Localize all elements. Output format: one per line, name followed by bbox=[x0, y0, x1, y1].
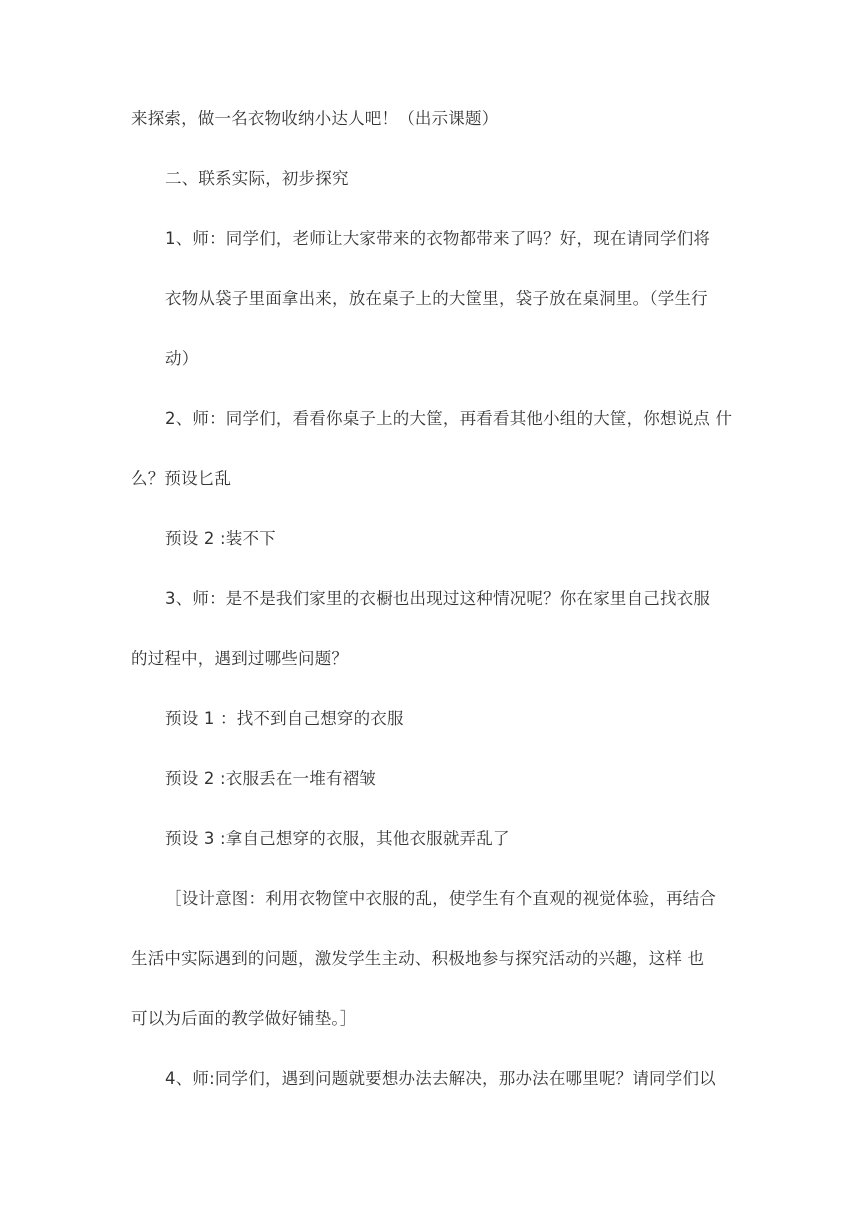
text-line: 来探索，做一名衣物收纳小达人吧！（出示课题） bbox=[131, 109, 499, 128]
text-line: 的过程中，遇到过哪些问题？ bbox=[131, 649, 349, 668]
text-line: 动） bbox=[165, 349, 199, 368]
design-intent-line: ［设计意图：利用衣物筐中衣服的乱，使学生有个直观的视觉体验，再结合 bbox=[165, 889, 717, 908]
design-intent-line: 生活中实际遇到的问题，激发学生主动、积极地参与探究活动的兴趣，这样 也 bbox=[131, 949, 705, 968]
text-line: 么？预设匕乱 bbox=[131, 469, 232, 488]
text-line: 1、师：同学们，老师让大家带来的衣物都带来了吗？好，现在请同学们将 bbox=[165, 229, 711, 248]
text-line: 预设 3 :拿自己想穿的衣服，其他衣服就弄乱了 bbox=[165, 829, 510, 848]
section-heading: 二、联系实际，初步探究 bbox=[165, 169, 349, 188]
design-intent-line: 可以为后面的教学做好铺垫。］ bbox=[131, 1009, 357, 1028]
text-line: 衣物从袋子里面拿出来，放在桌子上的大筐里，袋子放在桌洞里。（学生行 bbox=[165, 289, 708, 308]
text-line: 预设 2 :衣服丢在一堆有褶皱 bbox=[165, 769, 377, 788]
text-line: 2、师：同学们，看看你桌子上的大筐，再看看其他小组的大筐，你想说点 什 bbox=[165, 409, 733, 428]
text-line: 4、师:同学们，遇到问题就要想办法去解决，那办法在哪里呢？请同学们以 bbox=[165, 1069, 716, 1088]
text-line: 预设 2 :装不下 bbox=[165, 529, 276, 548]
text-line: 预设 1 ：找不到自己想穿的衣服 bbox=[165, 709, 404, 728]
text-line: 3、师：是不是我们家里的衣橱也出现过这种情况呢？你在家里自己找衣服 bbox=[165, 589, 711, 608]
